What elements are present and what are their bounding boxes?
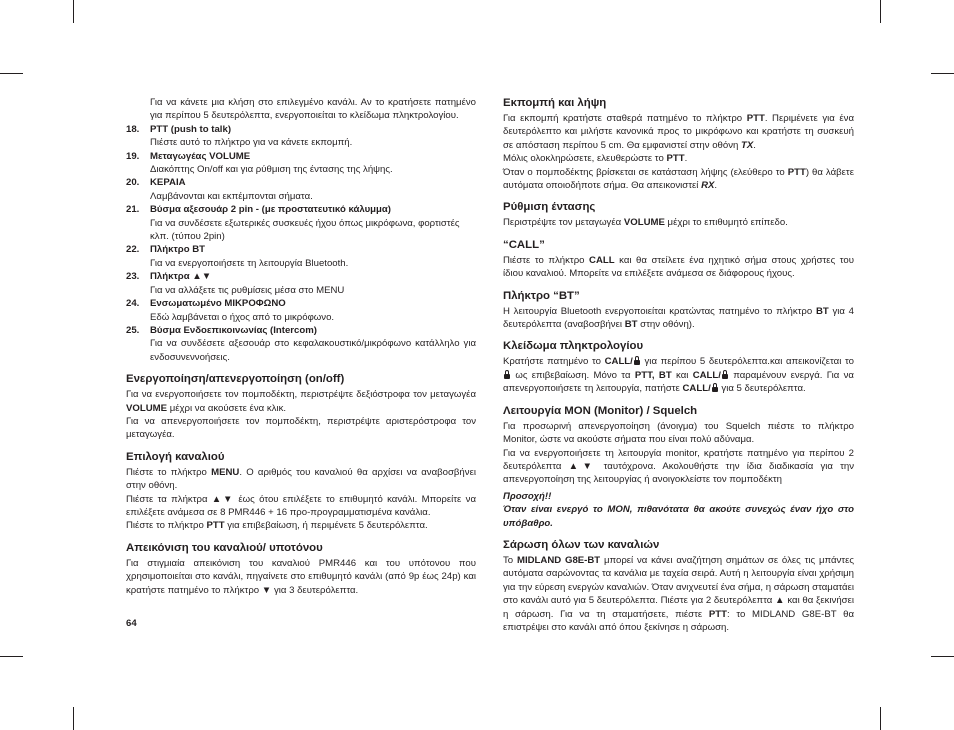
intro-text: Για να κάνετε μια κλήση στο επιλεγμένο κανάλι. Αν το κρατήσετε πατημένο για περίπου 5 δευτερόλεπτα, ενεργοποιείται το κλείδωμα πληκτρολογίου. xyxy=(150,97,476,122)
item-number: 18. xyxy=(126,123,140,135)
crop-mark xyxy=(0,73,23,74)
paragraph: Κρατήστε πατημένο το CALL/ για περίπου 5 δευτερόλεπτα.και απεικονίζεται το ως επιβεβαίωση. Μόνο τα PTT, BT και CALL/ παραμένουν ενεργά. Για να απενεργοποιήσετε τη λειτουργία, πατήστε CALL/ για 5 δευτερόλεπτα. xyxy=(503,356,854,395)
item-title: Μεταγωγέας VOLUME xyxy=(150,150,251,162)
item-description: Για να αλλάξετε τις ρυθμίσεις μέσα στο MENU xyxy=(150,284,345,296)
item-number: 21. xyxy=(126,204,140,216)
crop-mark xyxy=(0,656,23,657)
paragraph: Πιέστε το πλήκτρο MENU. Ο αριθμός του καναλιού θα αρχίσει να αναβοσβήνει στην οθόνη. xyxy=(126,466,476,492)
section-heading: Ενεργοποίηση/απενεργοποίηση (on/off) xyxy=(126,373,345,386)
left-column xyxy=(126,96,476,597)
item-24 xyxy=(126,297,476,310)
item-description: Για να συνδέσετε αξεσουάρ στο κεφαλακουστικό/μικρόφωνο κατάλληλο για ενδοσυνεννοήσεις. xyxy=(150,338,476,363)
paragraph: Για εκπομπή κρατήστε σταθερά πατημένο το πλήκτρο PTT. Περιμένετε για ένα δευτερόλεπτο και μιλήστε κανονικά προς το μικρόφωνο και κρατήστε τη συσκευή σε απόσταση περίπου 5 cm. Θα εμφανιστεί στην οθόνη TX. xyxy=(503,113,855,151)
item-number: 23. xyxy=(126,271,140,283)
paragraph: Για να ενεργοποιήσετε τη λειτουργία monitor, κρατήστε πατημένο για περίπου 2 δευτερόλεπτα ▲▼ ταυτόχρονα. Ακολουθήστε την ίδια διαδικασία για την απενεργοποίηση της λειτουργίας ή ανοιγοκλείστε τον πομποδέκτη xyxy=(503,447,854,486)
section-heading: Σάρωση όλων των καναλιών xyxy=(503,538,660,551)
item-title: ΚΕΡΑΙΑ xyxy=(150,177,186,189)
item-description: Για να ενεργοποιήσετε τη λειτουργία Bluetooth. xyxy=(150,257,349,269)
crop-mark xyxy=(880,707,881,730)
item-description: Εδώ λαμβάνεται ο ήχος από το μικρόφωνο. xyxy=(150,311,335,323)
section-heading: “CALL” xyxy=(503,238,545,251)
paragraph: Για να ενεργοποιήσετε τον πομποδέκτη, περιστρέψτε δεξιόστροφα τον μεταγωγέα VOLUME μέχρι να ακούσετε ένα κλικ. xyxy=(126,389,476,414)
item-description: Λαμβάνονται και εκπέμπονται σήματα. xyxy=(150,190,313,202)
paragraph: Για στιγμιαία απεικόνιση του καναλιού PMR446 και του υπότονου που χρησιμοποιείται στο κανάλι, πηγαίνετε στο επιθυμητό κανάλι (από 9p έως 24p) και κρατήστε πατημένο το πλήκτρο ▼ για 3 δευτερόλεπτα. xyxy=(126,557,476,596)
section-heading: Λειτουργία MON (Monitor) / Squelch xyxy=(503,404,698,417)
paragraph: Η λειτουργία Bluetooth ενεργοποιείται κρατώντας πατημένο το πλήκτρο BT για 4 δευτερόλεπτα (αναβοσβήνει BT στην οθόνη). xyxy=(503,305,854,331)
crop-mark xyxy=(73,0,74,23)
item-20 xyxy=(126,176,476,189)
section-heading: Πλήκτρο “BT” xyxy=(503,289,580,302)
crop-mark xyxy=(880,0,881,23)
paragraph: Για να απενεργοποιήσετε τον πομποδέκτη, περιστρέψτε αριστερόστροφα τον μεταγωγέα. xyxy=(126,415,476,441)
section-channel-select xyxy=(126,450,476,533)
section-heading: Εκπομπή και λήψη xyxy=(503,97,607,109)
warning-title: Προσοχή!! xyxy=(503,490,552,502)
item-23 xyxy=(126,270,476,283)
paragraph: Πιέστε τα πλήκτρα ▲▼ έως ότου επιλέξετε το επιθυμητό κανάλι. Μπορείτε να επιλέξετε ανάμεσα σε 8 PMR446 + 16 προ-προγραμματισμένα κανάλια. xyxy=(126,493,476,518)
section-heading: Κλείδωμα πληκτρολογίου xyxy=(503,340,644,353)
section-heading: Επιλογή καναλιού xyxy=(126,450,225,463)
item-title: PTT (push to talk) xyxy=(150,123,232,135)
lock-icon xyxy=(712,387,718,392)
section-tx-rx xyxy=(503,96,854,192)
paragraph: Όταν ο πομποδέκτης βρίσκεται σε κατάσταση λήψης (ελεύθερο το PTT) θα λάβετε αυτόματα οποιοδήποτε σήμα. Θα απεικονιστεί RX. xyxy=(503,166,854,192)
item-number: 25. xyxy=(126,324,140,336)
lock-icon xyxy=(722,374,728,379)
item-title: Βύσμα Ενδοεπικοινωνίας (Intercom) xyxy=(150,324,317,336)
warning-text: Όταν είναι ενεργό το MON, πιθανότατα θα ακούτε συνεχώς έναν ήχο στο υπόβαθρο. xyxy=(503,504,854,529)
section-onoff xyxy=(126,372,476,442)
section-volume xyxy=(503,200,854,229)
item-number: 24. xyxy=(126,298,140,310)
crop-mark xyxy=(931,656,954,657)
section-call xyxy=(503,238,854,281)
item-description: Για να συνδέσετε εξωτερικές συσκευές ήχου όπως μικρόφωνα, φορτιστές κλπ. (τύπου 2pin) xyxy=(150,217,460,243)
paragraph: Για προσωρινή απενεργοποίηση (άνοιγμα) του Squelch πιέστε το πλήκτρο Monitor, ώστε να ακούστε σήματα που είναι πολύ αδύναμα. xyxy=(503,420,854,446)
section-keylock xyxy=(503,339,854,395)
section-heading: Απεικόνιση του καναλιού/ υποτόνου xyxy=(126,541,323,554)
item-25 xyxy=(126,324,476,337)
item-title: Ενσωματωμένο ΜΙΚΡΟΦΩΝΟ xyxy=(150,298,286,310)
paragraph: Μόλις ολοκληρώσετε, ελευθερώστε το PTT. xyxy=(503,153,688,165)
paragraph: Πιέστε το πλήκτρο PTT για επιβεβαίωση, ή περιμένετε 5 δευτερόλεπτα. xyxy=(126,520,428,532)
paragraph: Περιστρέψτε τον μεταγωγέα VOLUME μέχρι το επιθυμητό επίπεδο. xyxy=(503,217,788,229)
page-number: 64 xyxy=(126,618,137,629)
item-22 xyxy=(126,243,476,256)
section-heading: Ρύθμιση έντασης xyxy=(503,201,596,214)
item-number: 19. xyxy=(126,150,140,162)
section-scan xyxy=(503,538,854,634)
section-channel-display xyxy=(126,541,476,597)
lock-icon xyxy=(634,360,640,365)
section-monitor xyxy=(503,404,854,530)
item-number: 22. xyxy=(126,244,140,256)
item-description: Πιέστε αυτό το πλήκτρο για να κάνετε εκπομπή. xyxy=(150,137,353,149)
right-column xyxy=(503,96,854,634)
lock-icon xyxy=(504,374,510,379)
paragraph: Το MIDLAND G8E-BT μπορεί να κάνει αναζήτηση σημάτων σε όλες τις μπάντες αυτόματα σαρώνοντας τα κανάλια με ταχεία σειρά. Αυτή η λειτουργία είναι χρήσιμη για την εύρεση ενεργών καναλιών. Όταν ανιχνευτεί ένα σήμα, η σάρωση σταματάει στο κανάλι αυτό για 5 δευτερόλεπτα. Πιέστε για 2 δευτερόλεπτα ▲ και θα ξεκινήσει η σάρωση. Για να τη σταματήσετε, πιέστε PTT: το MIDLAND G8E-BT θα επιστρέψει στο κανάλι από όπου ξεκίνησε η σάρωση. xyxy=(503,554,854,633)
item-title: Βύσμα αξεσουάρ 2 pin - (με προστατευτικό κάλυμμα) xyxy=(150,204,392,216)
item-21 xyxy=(126,203,476,216)
section-bt xyxy=(503,289,854,332)
crop-mark xyxy=(931,73,954,74)
crop-mark xyxy=(73,707,74,730)
item-number: 20. xyxy=(126,177,140,189)
item-19 xyxy=(126,150,476,163)
item-title: Πλήκτρο BT xyxy=(150,244,206,256)
item-description: Διακόπτης On/off και για ρύθμιση της έντασης της λήψης. xyxy=(150,164,393,176)
paragraph: Πιέστε το πλήκτρο CALL και θα στείλετε ένα ηχητικό σήμα στους χρήστες του ίδιου καναλιού. Μπορείτε να επιλέξετε ανάμεσα σε διάφορους ήχους. xyxy=(503,254,854,280)
item-18 xyxy=(126,123,476,136)
item-title: Πλήκτρα ▲▼ xyxy=(150,271,212,283)
